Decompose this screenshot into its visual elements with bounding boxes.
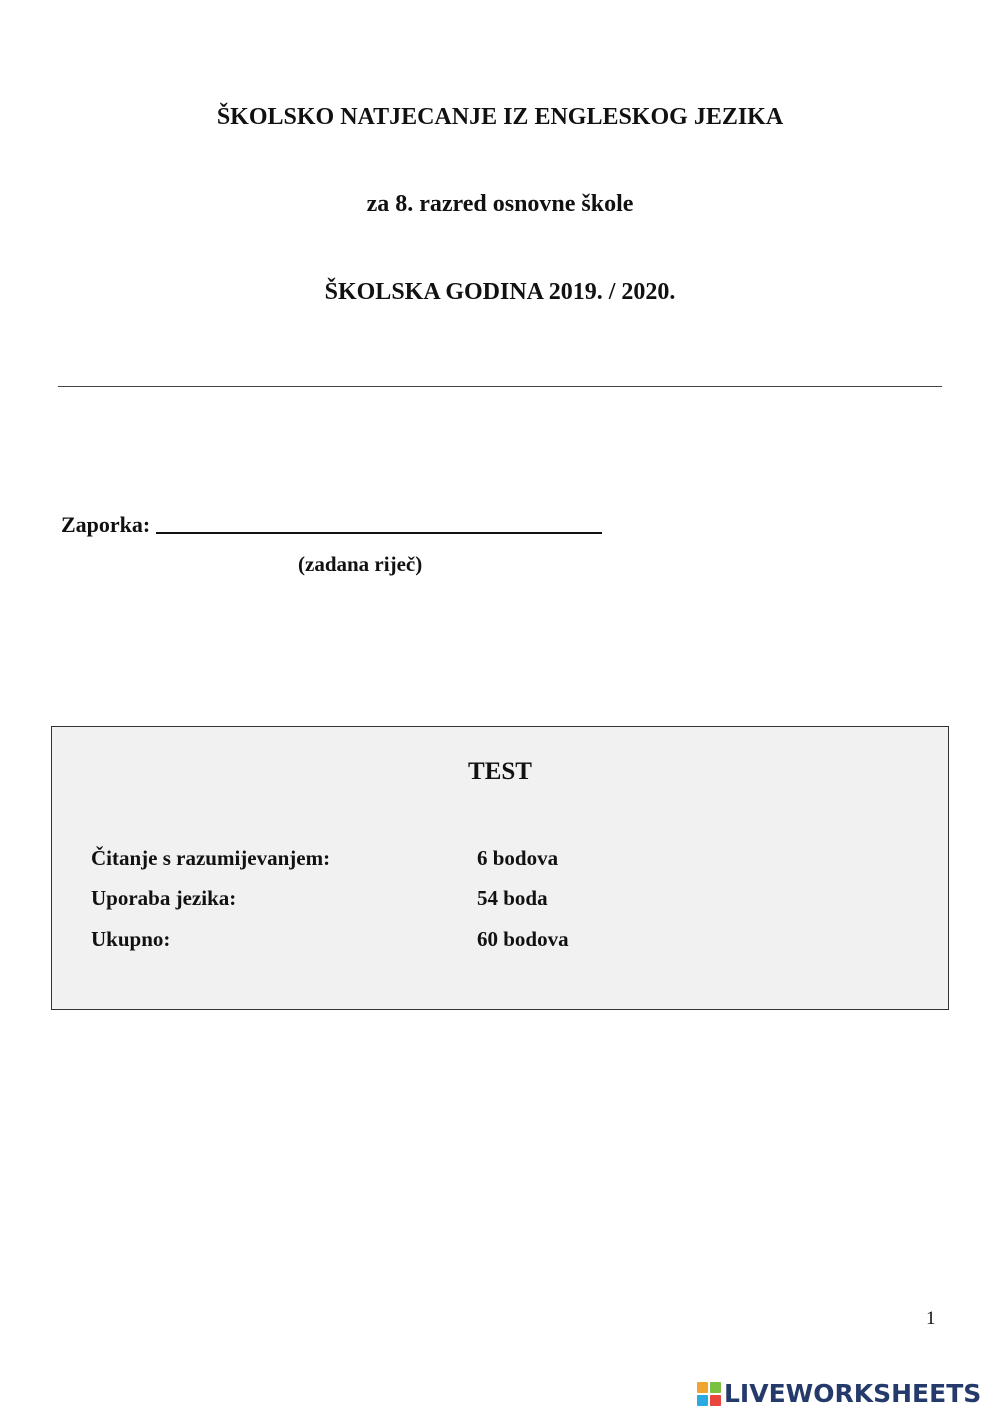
codeword-label: Zaporka: (61, 512, 151, 537)
logo-square-icon (710, 1382, 721, 1393)
score-label: Čitanje s razumijevanjem: (91, 846, 331, 870)
liveworksheets-watermark[interactable] (697, 1377, 981, 1411)
score-value: 6 bodova (477, 846, 559, 870)
score-row (91, 924, 791, 954)
school-year: ŠKOLSKA GODINA 2019. / 2020. (324, 279, 676, 305)
codeword-blank-line[interactable] (156, 510, 602, 534)
test-summary-box (51, 726, 949, 1010)
codeword-hint: (zadana riječ) (298, 552, 423, 576)
test-title: TEST (468, 758, 532, 785)
watermark-text: LIVEWORKSHEETS (724, 1379, 982, 1408)
header-divider (58, 386, 942, 387)
logo-square-icon (697, 1382, 708, 1393)
liveworksheets-logo-icon (697, 1382, 721, 1406)
logo-square-icon (697, 1395, 708, 1406)
document-subtitle: za 8. razred osnovne škole (366, 191, 634, 217)
score-row (91, 843, 791, 873)
codeword-row (61, 508, 602, 540)
score-row (91, 883, 791, 913)
score-value: 54 boda (477, 886, 548, 910)
page-number: 1 (926, 1308, 936, 1329)
logo-square-icon (710, 1395, 721, 1406)
score-label: Ukupno: (91, 927, 171, 951)
score-value: 60 bodova (477, 927, 569, 951)
document-title: ŠKOLSKO NATJECANJE IZ ENGLESKOG JEZIKA (216, 104, 784, 130)
score-label: Uporaba jezika: (91, 886, 237, 910)
